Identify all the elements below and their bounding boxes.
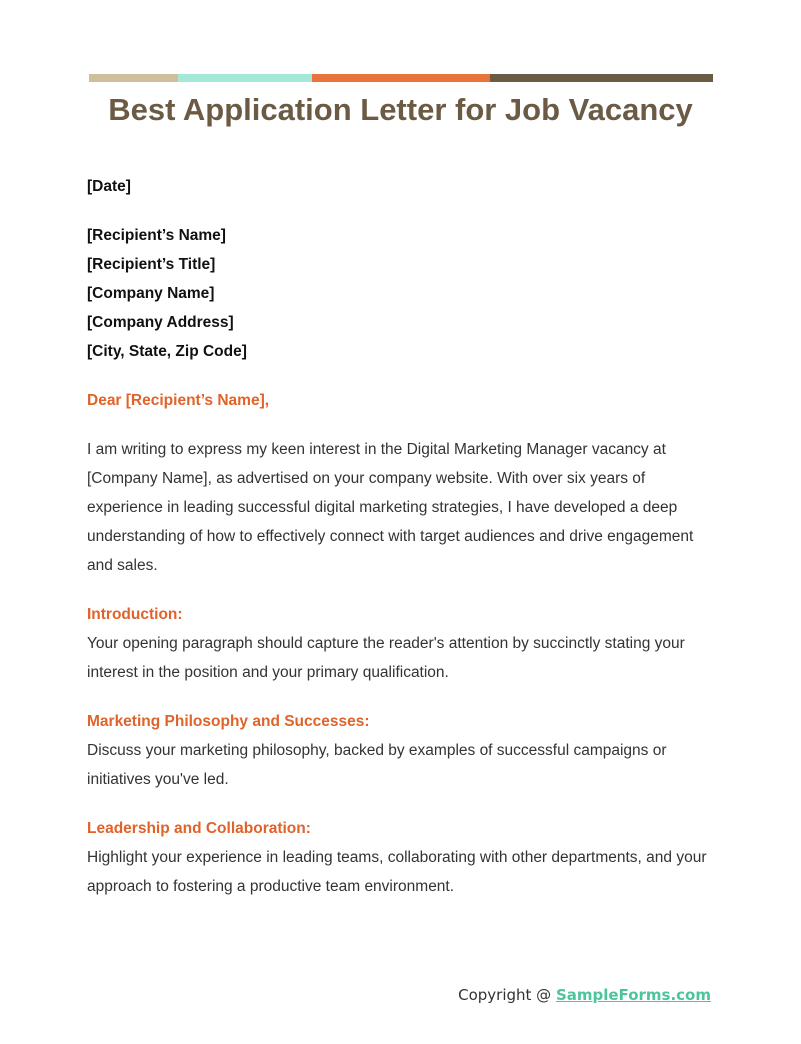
section-heading: Leadership and Collaboration: <box>87 820 311 837</box>
recipient-address-block <box>87 221 717 366</box>
copyright-footer <box>458 986 711 1004</box>
date-block <box>87 172 717 201</box>
decorative-color-bar <box>89 74 713 82</box>
company-address: [Company Address] <box>87 314 234 331</box>
letter-body <box>87 172 717 921</box>
copyright-label: Copyright @ <box>458 986 552 1004</box>
date-placeholder: [Date] <box>87 178 131 195</box>
color-bar-segment-orange <box>312 74 490 82</box>
salutation: Dear [Recipient’s Name], <box>87 392 270 409</box>
section-body: Your opening paragraph should capture the reader's attention by succinctly stating your interest in the position and your primary qualification. <box>87 635 685 681</box>
color-bar-segment-mint <box>178 74 312 82</box>
color-bar-segment-brown <box>490 74 713 82</box>
recipient-name: [Recipient’s Name] <box>87 227 226 244</box>
brand-link[interactable]: SampleForms.com <box>555 986 711 1004</box>
section-heading: Marketing Philosophy and Successes: <box>87 713 370 730</box>
color-bar-segment-tan <box>89 74 178 82</box>
section-body: Highlight your experience in leading teams, collaborating with other departments, and your approach to fostering a productive team environment. <box>87 849 707 895</box>
recipient-title: [Recipient’s Title] <box>87 256 216 273</box>
section-heading: Introduction: <box>87 606 183 623</box>
page-title: Best Application Letter for Job Vacancy <box>108 92 693 127</box>
section-marketing-philosophy <box>87 707 717 794</box>
city-state-zip: [City, State, Zip Code] <box>87 343 247 360</box>
company-name: [Company Name] <box>87 285 215 302</box>
section-introduction <box>87 600 717 687</box>
section-leadership <box>87 814 717 901</box>
section-body: Discuss your marketing philosophy, backed by examples of successful campaigns or initiatives you've led. <box>87 742 667 788</box>
opening-paragraph: I am writing to express my keen interest in the Digital Marketing Manager vacancy at [Company Name], as advertised on your company website. With over six years of experience in leading successful digital marketing strategies, I have developed a deep understanding of how to effectively connect with target audiences and drive engagement and sales. <box>87 441 694 574</box>
